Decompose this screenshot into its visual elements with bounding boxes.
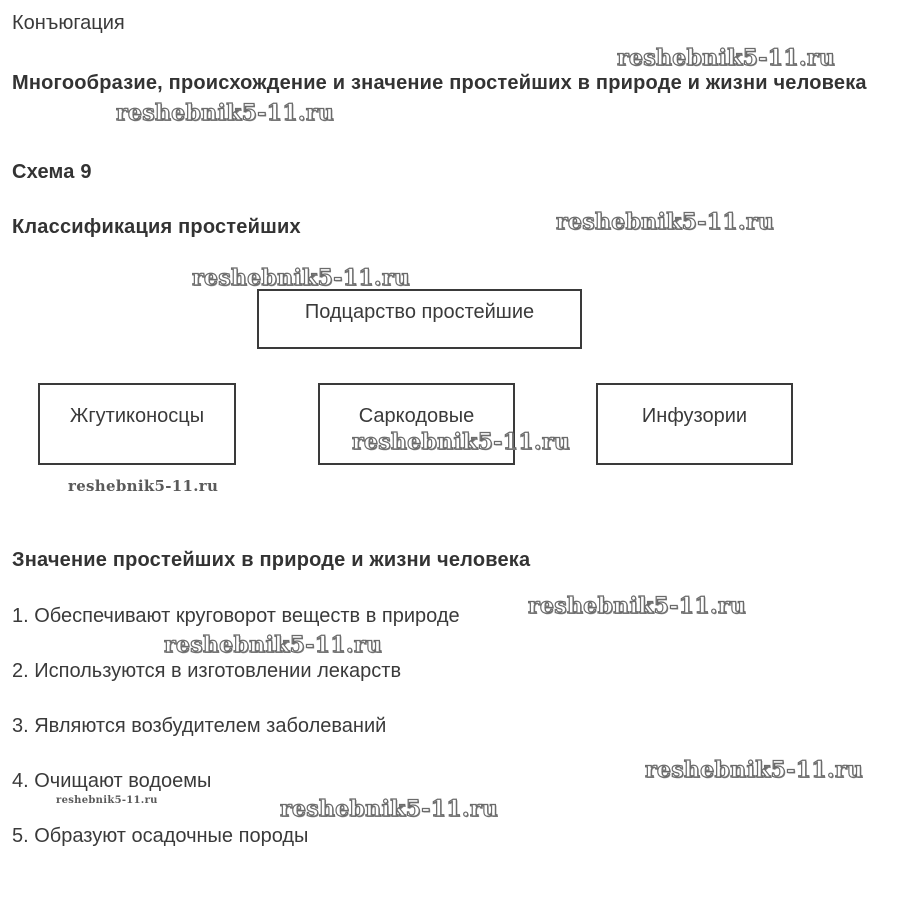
diagram-child-label: Жгутиконосцы [69,405,205,427]
watermark-text: reshebnik5-11.ru [617,45,836,71]
list-item: 4. Очищают водоемы [12,770,212,792]
watermark-text: reshebnik5-11.ru [192,265,411,291]
watermark-text: reshebnik5-11.ru [116,100,335,126]
diagram-root-label: Подцарство простейшие [304,301,535,323]
page-title: Многообразие, происхождение и значение простейших в природе и жизни человека [12,72,867,94]
watermark-text: reshebnik5-11.ru [352,429,571,455]
diagram-child-box-ciliates [596,383,793,465]
schema-label: Схема 9 [12,161,92,183]
watermark-text: reshebnik5-11.ru [280,796,499,822]
diagram-child-label: Инфузории [641,405,748,427]
watermark-text: reshebnik5-11.ru [528,593,747,619]
previous-topic-text: Конъюгация [12,12,125,34]
significance-heading: Значение простейших в природе и жизни человека [12,549,531,571]
diagram-child-box-flagellates [38,383,236,465]
list-item: 1. Обеспечивают круговорот веществ в природе [12,605,460,627]
list-item: 5. Образуют осадочные породы [12,825,309,847]
classification-heading: Классификация простейших [12,216,301,238]
watermark-text: reshebnik5-11.ru [645,757,864,783]
diagram-root-box [257,289,582,349]
diagram-child-label: Саркодовые [358,405,475,427]
watermark-text: reshebnik5-11.ru [68,477,219,495]
watermark-text: reshebnik5-11.ru [164,632,383,658]
watermark-text: reshebnik5-11.ru [56,795,158,806]
list-item: 3. Являются возбудителем заболеваний [12,715,387,737]
watermark-text: reshebnik5-11.ru [556,209,775,235]
list-item: 2. Используются в изготовлении лекарств [12,660,402,682]
